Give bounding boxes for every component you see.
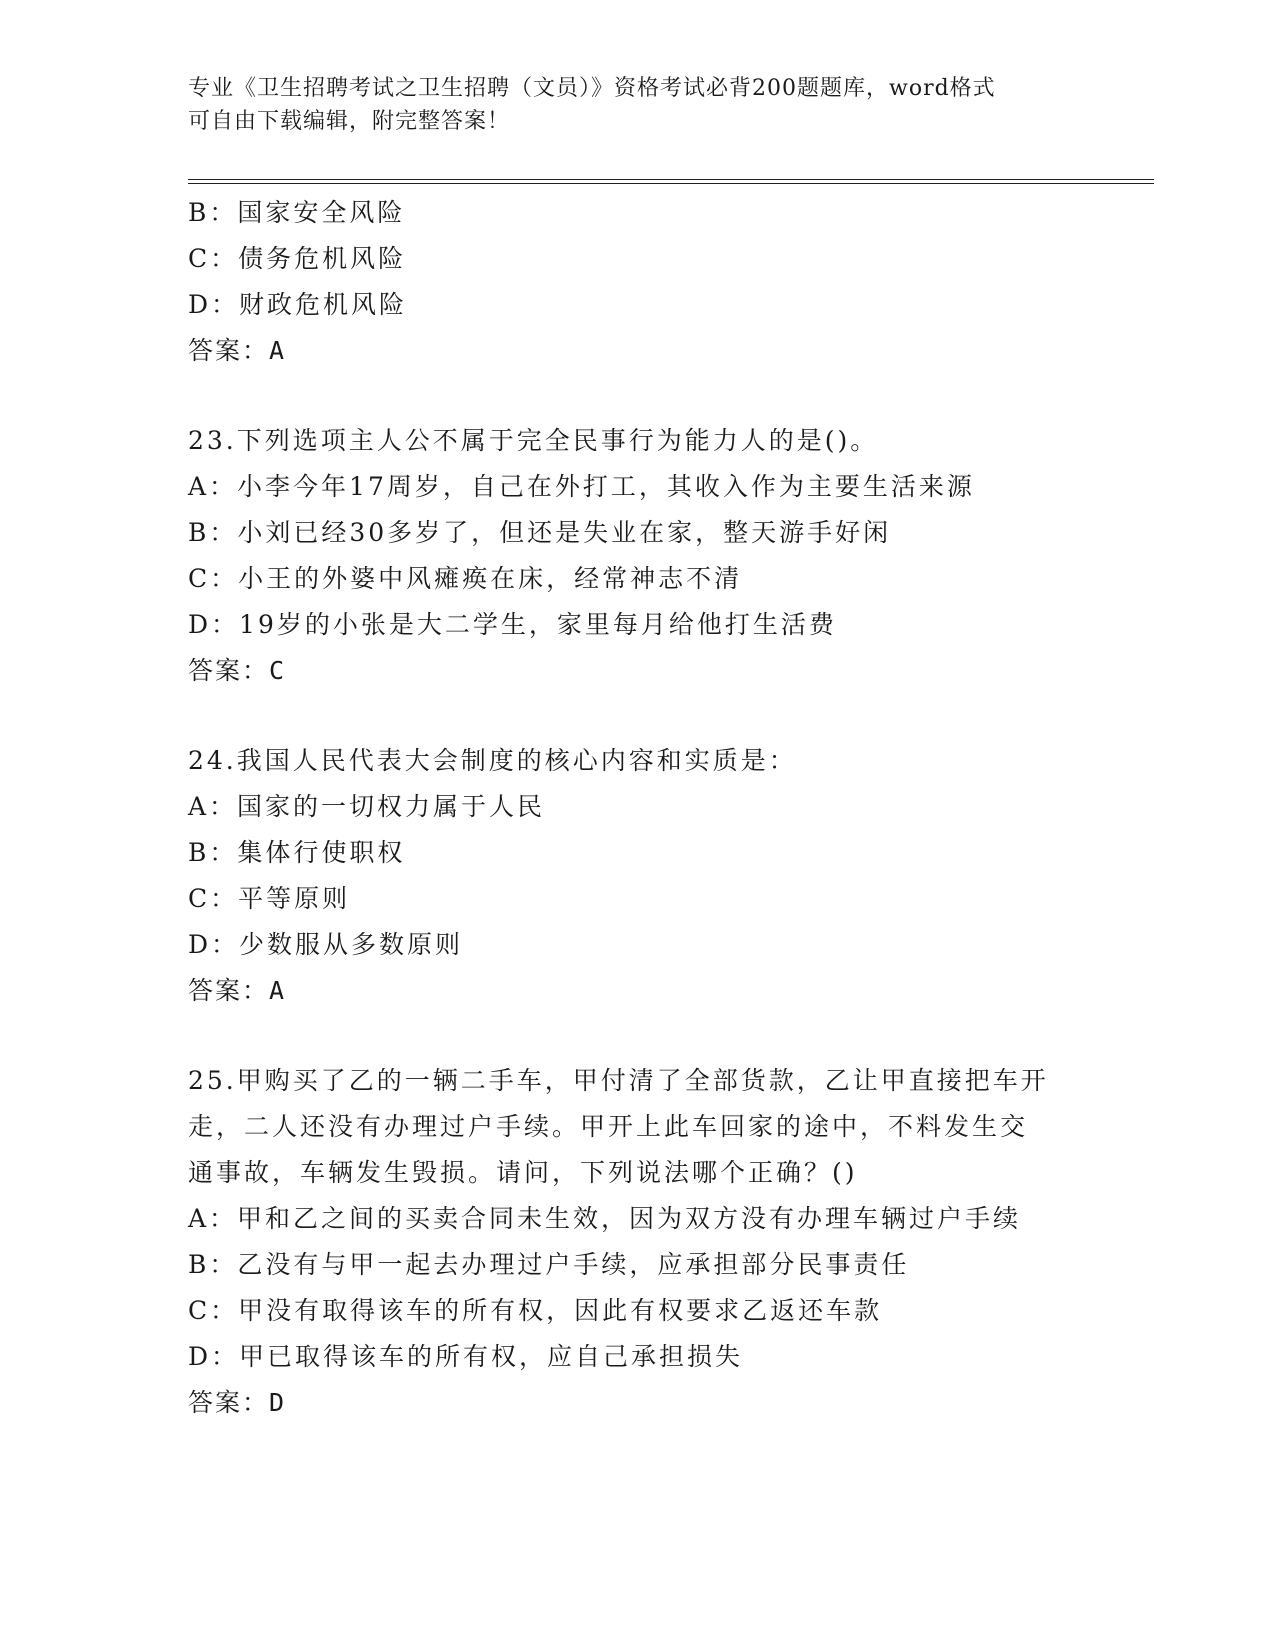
option-d: D：少数服从多数原则 bbox=[188, 930, 464, 959]
question-24 bbox=[188, 738, 1088, 1014]
option-c: C：甲没有取得该车的所有权，因此有权要求乙返还车款 bbox=[188, 1296, 883, 1325]
answer-label: 答案： bbox=[188, 336, 270, 365]
answer-value: C bbox=[269, 656, 287, 685]
option-a: A：甲和乙之间的买卖合同未生效，因为双方没有办理车辆过户手续 bbox=[188, 1204, 1022, 1233]
option-c: C：小王的外婆中风瘫痪在床，经常神志不清 bbox=[188, 564, 743, 593]
spacer bbox=[188, 1014, 1088, 1058]
option-b: B：国家安全风险 bbox=[188, 198, 406, 227]
answer-label: 答案： bbox=[188, 976, 270, 1005]
option-a: A：小李今年17周岁，自己在外打工，其收入作为主要生活来源 bbox=[188, 472, 975, 501]
header-line-1: 专业《卫生招聘考试之卫生招聘（文员）》资格考试必背200题题库，word格式 bbox=[188, 76, 996, 101]
header-line-2: 可自由下载编辑，附完整答案！ bbox=[188, 109, 511, 134]
spacer bbox=[188, 374, 1088, 418]
question-25 bbox=[188, 1058, 1068, 1426]
option-d: D：19岁的小张是大二学生，家里每月给他打生活费 bbox=[188, 610, 837, 639]
option-b: B：集体行使职权 bbox=[188, 838, 406, 867]
question-22-tail bbox=[188, 190, 1088, 374]
question-stem-line-1: 25.甲购买了乙的一辆二手车，甲付清了全部货款，乙让甲直接把车开 bbox=[188, 1066, 1049, 1095]
answer-line bbox=[188, 328, 1088, 374]
answer-label: 答案： bbox=[188, 656, 270, 685]
answer-line bbox=[188, 648, 1088, 694]
question-stem-line-2: 走，二人还没有办理过户手续。甲开上此车回家的途中，不料发生交 bbox=[188, 1112, 1029, 1141]
question-23 bbox=[188, 418, 1088, 694]
document-header bbox=[188, 72, 1068, 138]
answer-value: A bbox=[269, 336, 287, 365]
answer-value: A bbox=[269, 976, 287, 1005]
option-b: B：乙没有与甲一起去办理过户手续，应承担部分民事责任 bbox=[188, 1250, 910, 1279]
header-rule-top bbox=[188, 179, 1154, 180]
answer-label: 答案： bbox=[188, 1388, 270, 1417]
answer-line bbox=[188, 1380, 1068, 1426]
answer-value: D bbox=[269, 1388, 287, 1417]
option-d: D：甲已取得该车的所有权，应自己承担损失 bbox=[188, 1342, 744, 1371]
spacer bbox=[188, 694, 1088, 738]
answer-line bbox=[188, 968, 1088, 1014]
question-stem-line-3: 通事故，车辆发生毁损。请问，下列说法哪个正确？() bbox=[188, 1158, 858, 1187]
option-c: C：债务危机风险 bbox=[188, 244, 407, 273]
header-rule-bottom bbox=[188, 183, 1154, 184]
question-stem: 24.我国人民代表大会制度的核心内容和实质是： bbox=[188, 746, 797, 775]
question-stem: 23.下列选项主人公不属于完全民事行为能力人的是()。 bbox=[188, 426, 879, 455]
option-d: D：财政危机风险 bbox=[188, 290, 408, 319]
option-b: B：小刘已经30多岁了，但还是失业在家，整天游手好闲 bbox=[188, 518, 892, 547]
option-a: A：国家的一切权力属于人民 bbox=[188, 792, 546, 821]
option-c: C：平等原则 bbox=[188, 884, 351, 913]
question-content bbox=[188, 190, 1088, 1426]
